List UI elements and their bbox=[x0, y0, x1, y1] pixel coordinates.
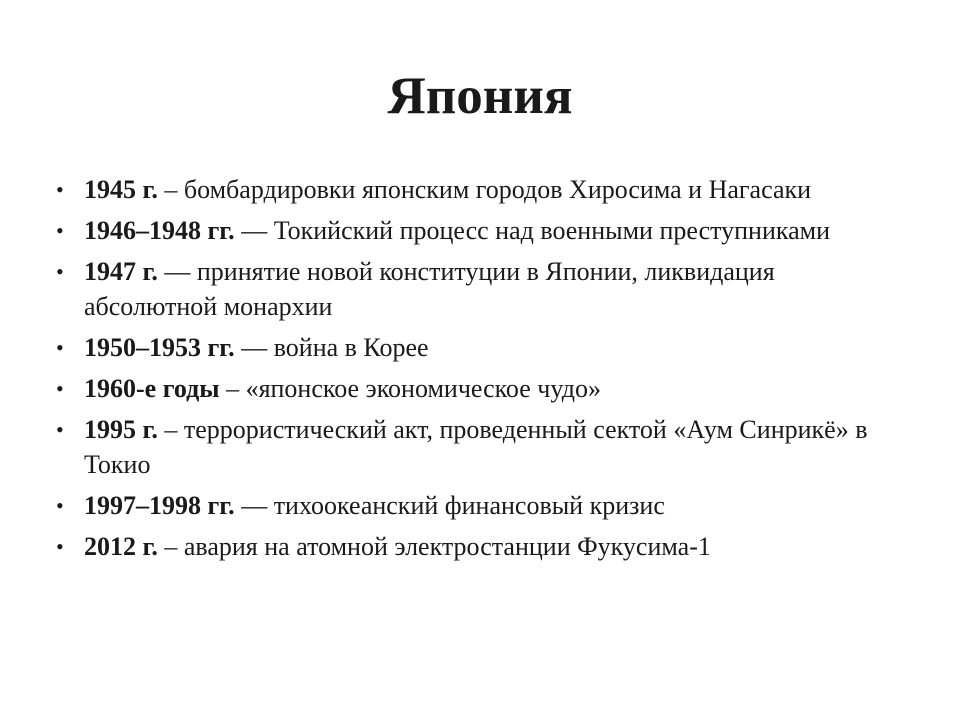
list-item bbox=[56, 412, 886, 482]
bullet-icon: • bbox=[56, 417, 64, 442]
list-item bbox=[56, 529, 886, 564]
item-text: — война в Корее bbox=[234, 333, 429, 362]
item-text: – авария на атомной электростанции Фукусима-1 bbox=[157, 532, 711, 561]
item-text: – бомбардировки японским городов Хиросима и Нагасаки bbox=[157, 175, 812, 204]
item-text: — принятие новой конституции в Японии, ликвидация абсолютной монархии bbox=[84, 257, 775, 321]
bullet-icon: • bbox=[56, 534, 64, 559]
item-text: — Токийский процесс над военными преступниками bbox=[234, 216, 831, 245]
bullet-icon: • bbox=[56, 335, 64, 360]
list-item bbox=[56, 213, 886, 248]
item-date: 1995 г. bbox=[84, 415, 158, 444]
bullet-icon: • bbox=[56, 177, 64, 202]
list-item bbox=[56, 254, 886, 324]
page-title: Япония bbox=[387, 67, 573, 125]
item-date: 1960-е годы bbox=[84, 374, 220, 403]
item-date: 1945 г. bbox=[84, 175, 158, 204]
item-text: — тихоокеанский финансовый кризис bbox=[234, 491, 665, 520]
bullet-icon: • bbox=[56, 493, 64, 518]
list-item bbox=[56, 330, 886, 365]
list-item bbox=[56, 488, 886, 523]
item-text: – террористический акт, проведенный сектой «Аум Синрикё» в Токио bbox=[84, 415, 868, 479]
item-text: – «японское экономическое чудо» bbox=[219, 374, 601, 403]
item-date: 1947 г. bbox=[84, 257, 158, 286]
item-date: 1946–1948 гг. bbox=[84, 216, 235, 245]
item-date: 2012 г. bbox=[84, 532, 158, 561]
bullet-icon: • bbox=[56, 376, 64, 401]
bullet-icon: • bbox=[56, 259, 64, 284]
bullet-icon: • bbox=[56, 218, 64, 243]
timeline-list bbox=[56, 172, 886, 570]
list-item bbox=[56, 371, 886, 406]
item-date: 1997–1998 гг. bbox=[84, 491, 235, 520]
list-item bbox=[56, 172, 886, 207]
item-date: 1950–1953 гг. bbox=[84, 333, 235, 362]
